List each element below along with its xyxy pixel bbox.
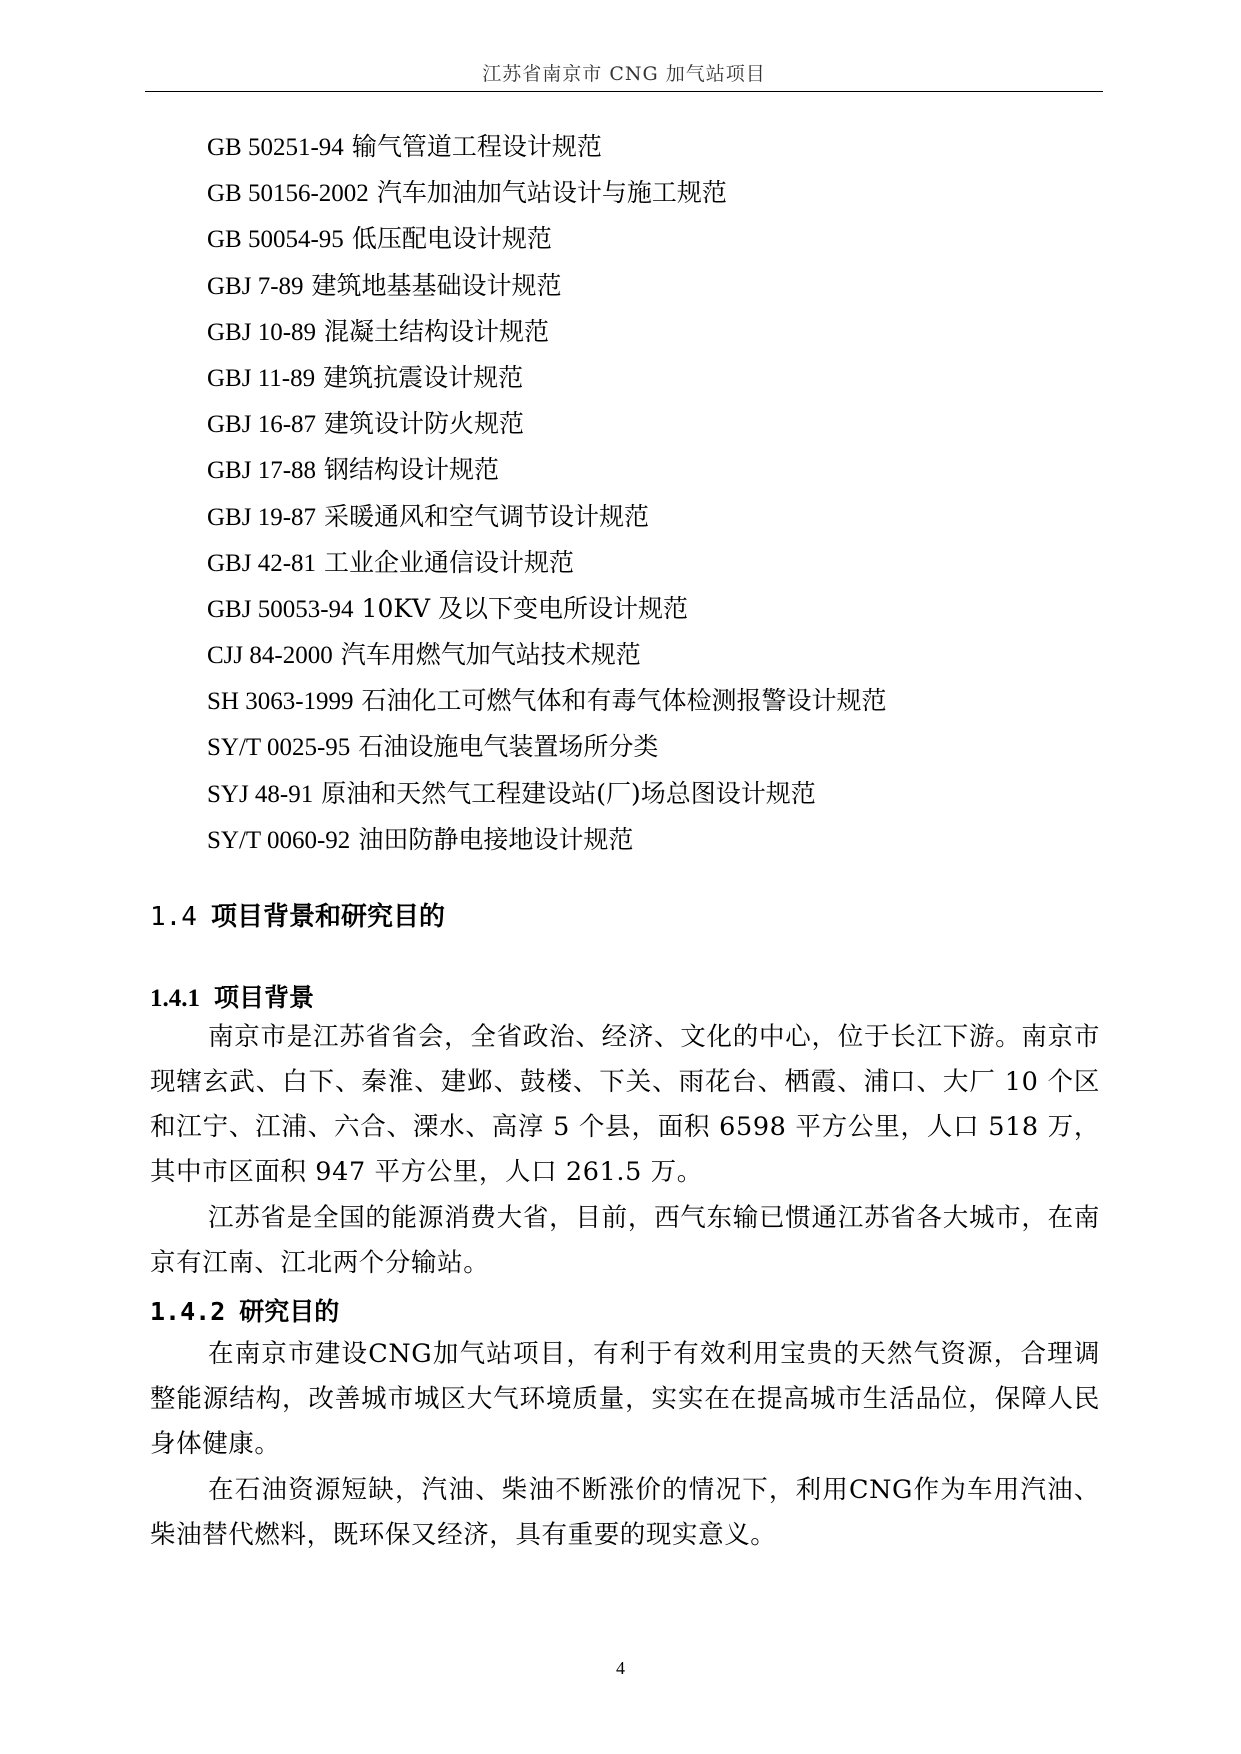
header-title: 江苏省南京市 CNG 加气站项目 bbox=[482, 63, 766, 85]
standard-code: GBJ 19-87 bbox=[207, 503, 317, 531]
subsection-number: 1.4.2 bbox=[150, 1297, 226, 1326]
standard-item bbox=[207, 355, 887, 401]
standard-item bbox=[207, 401, 887, 447]
section-number: 1.4 bbox=[150, 902, 197, 932]
standard-item bbox=[207, 678, 887, 724]
subsection-title: 项目背景 bbox=[214, 983, 315, 1012]
subsection-number: 1.4.1 bbox=[150, 985, 200, 1012]
standard-item bbox=[207, 724, 887, 770]
standard-name: 建筑抗震设计规范 bbox=[323, 362, 524, 392]
standard-code: CJJ 84-2000 bbox=[207, 642, 333, 670]
standard-code: GBJ 42-81 bbox=[207, 549, 317, 577]
paragraph: 南京市是江苏省省会，全省政治、经济、文化的中心，位于长江下游。南京市现辖玄武、白下、秦淮、建邺、鼓楼、下关、雨花台、栖霞、浦口、大厂 10 个区和江宁、江浦、六合、溧水、高淳 5 个县，面积 6598 平方公里，人口 518 万，其中市区面积 947 平方公里，人口 261.5 万。 bbox=[150, 1022, 1100, 1187]
paragraph: 在南京市建设CNG加气站项目，有利于有效利用宝贵的天然气资源，合理调整能源结构，改善城市城区大气环境质量，实实在在提高城市生活品位，保障人民身体健康。 bbox=[150, 1339, 1100, 1459]
standard-item bbox=[207, 632, 887, 678]
standard-code: GB 50251-94 bbox=[207, 134, 344, 161]
standard-code: GB 50156-2002 bbox=[207, 180, 369, 208]
standard-name: 建筑设计防火规范 bbox=[324, 409, 525, 439]
standard-item bbox=[207, 124, 887, 170]
standard-code: GBJ 50053-94 bbox=[207, 595, 354, 623]
standard-code: GBJ 16-87 bbox=[207, 411, 317, 439]
standard-item bbox=[207, 216, 887, 262]
standard-item bbox=[207, 817, 887, 863]
subsection-heading bbox=[150, 978, 314, 1014]
standard-name: 10KV 及以下变电所设计规范 bbox=[361, 593, 689, 623]
subsection-title: 研究目的 bbox=[239, 1297, 340, 1326]
standard-item bbox=[207, 263, 887, 309]
standard-code: SY/T 0025-95 bbox=[207, 734, 351, 762]
standard-name: 工业企业通信设计规范 bbox=[324, 547, 575, 577]
standard-name: 采暖通风和空气调节设计规范 bbox=[324, 501, 650, 531]
standard-item bbox=[207, 586, 887, 632]
subsection-heading bbox=[150, 1292, 339, 1328]
page-number: 4 bbox=[616, 1658, 625, 1678]
section-heading bbox=[150, 896, 445, 933]
standard-code: GB 50054-95 bbox=[207, 226, 344, 254]
standard-name: 油田防静电接地设计规范 bbox=[358, 824, 634, 854]
standard-item bbox=[207, 494, 887, 540]
standard-code: SY/T 0060-92 bbox=[207, 826, 351, 854]
standard-code: GBJ 7-89 bbox=[207, 272, 304, 300]
standard-name: 石油化工可燃气体和有毒气体检测报警设计规范 bbox=[361, 686, 887, 716]
standard-item bbox=[207, 771, 887, 817]
paragraph: 江苏省是全国的能源消费大省，目前，西气东输已惯通江苏省各大城市，在南京有江南、江北两个分输站。 bbox=[150, 1203, 1100, 1278]
standard-item bbox=[207, 170, 887, 216]
paragraph: 在石油资源短缺，汽油、柴油不断涨价的情况下，利用CNG作为车用汽油、柴油替代燃料，既环保又经济，具有重要的现实意义。 bbox=[150, 1475, 1100, 1550]
standard-name: 输气管道工程设计规范 bbox=[351, 132, 602, 161]
standard-name: 建筑地基基础设计规范 bbox=[311, 270, 562, 300]
standard-code: SH 3063-1999 bbox=[207, 688, 354, 716]
standard-item bbox=[207, 447, 887, 493]
standard-name: 汽车用燃气加气站技术规范 bbox=[340, 640, 641, 670]
standard-name: 石油设施电气装置场所分类 bbox=[358, 732, 659, 762]
standard-item bbox=[207, 540, 887, 586]
standard-name: 钢结构设计规范 bbox=[324, 455, 500, 485]
standard-name: 混凝土结构设计规范 bbox=[324, 316, 550, 346]
standard-code: GBJ 17-88 bbox=[207, 457, 317, 485]
standard-name: 低压配电设计规范 bbox=[351, 224, 552, 254]
section-title: 项目背景和研究目的 bbox=[210, 902, 445, 932]
standards-list bbox=[207, 124, 887, 863]
standard-name: 原油和天然气工程建设站(厂)场总图设计规范 bbox=[321, 778, 816, 808]
standard-item bbox=[207, 309, 887, 355]
standard-name: 汽车加油加气站设计与施工规范 bbox=[376, 178, 727, 208]
standard-code: GBJ 10-89 bbox=[207, 318, 317, 346]
page-header bbox=[145, 55, 1103, 92]
standard-code: SYJ 48-91 bbox=[207, 780, 314, 808]
standard-code: GBJ 11-89 bbox=[207, 364, 316, 392]
